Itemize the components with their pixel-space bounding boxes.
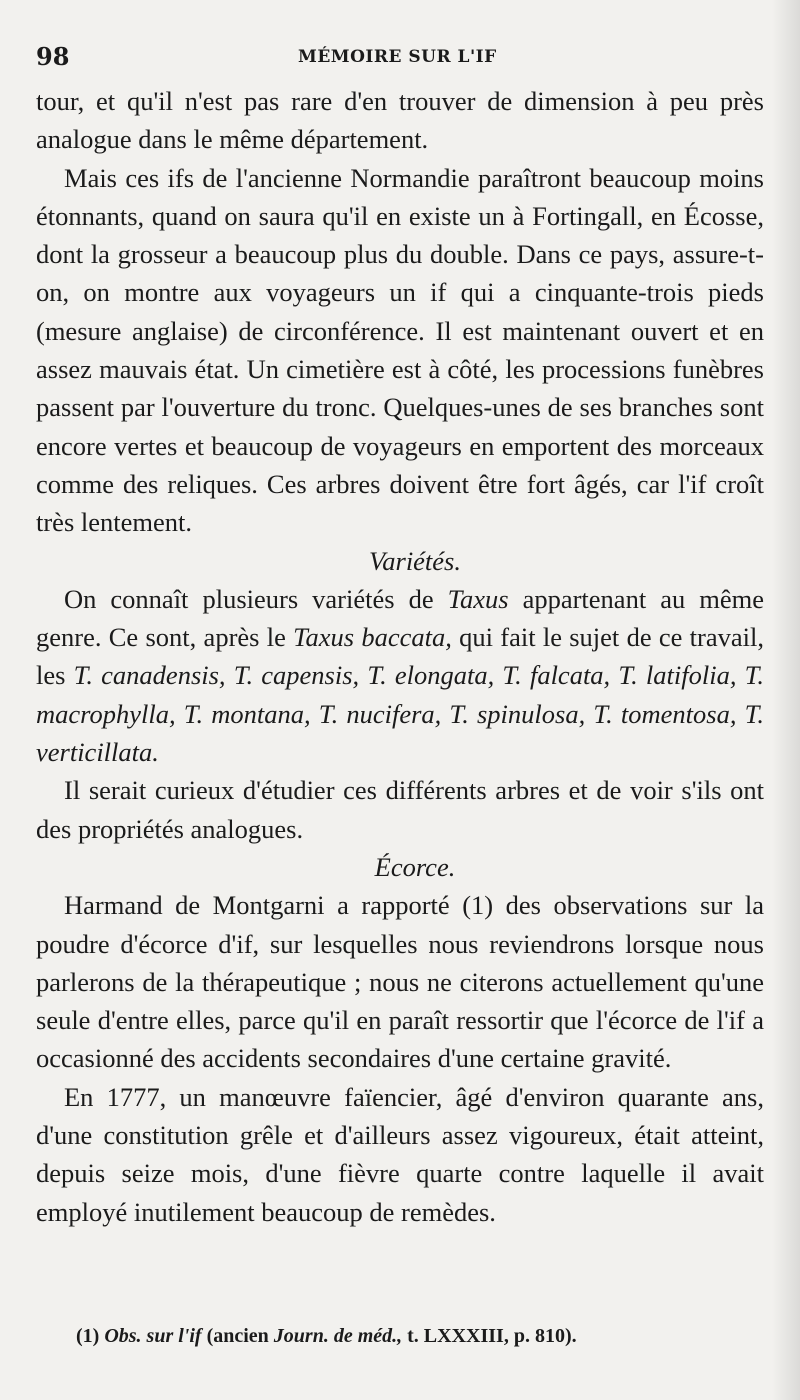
running-title: MÉMOIRE SUR L'IF [298,47,497,67]
page-header [36,38,760,78]
footnote-marker: (1) [76,1325,100,1347]
paragraph-etudier: Il serait curieux d'étudier ces différents arbres et de voir s'ils ont des propriétés analogues. [36,775,764,844]
footnote-title: Obs. sur l'if [104,1325,202,1347]
footnote [76,1322,766,1350]
paragraph-continuation: tour, et qu'il n'est pas rare d'en trouver de dimension à peu près analogue dans le même département. [36,86,764,155]
footnote-journal: Journ. de méd., [273,1325,403,1347]
footnote-text-2: t. LXXXIII, p. 810). [402,1325,577,1347]
paragraph-fortingall: Mais ces ifs de l'ancienne Normandie paraîtront beaucoup moins étonnants, quand on saura qu'il en existe un à Fortingall, en Écosse, dont la grosseur a beaucoup plus du double. Dans ce pays, assure-t-on, on montre aux voyageurs un if qui a cinquante-trois pieds (mesure anglaise) de circonférence. Il est maintenant ouvert et en assez mauvais état. Un cimetière est à côté, les processions funèbres passent par l'ouverture du tronc. Quelques-unes de ses branches sont encore vertes et beaucoup de voyageurs en emportent des morceaux comme des reliques. Ces arbres doivent être fort âgés, car l'if croît très lentement. [36,162,764,538]
paragraph-montgarni: Harmand de Montgarni a rapporté (1) des observations sur la poudre d'écorce d'if, sur lesquelles nous reviendrons lorsque nous parlerons de la thérapeutique ; nous ne citerons actuellement qu'une seule d'entre elles, parce qu'il en paraît ressortir que l'écorce de l'if a occasionné des accidents secondaires d'une certaine gravité. [36,890,764,1074]
varietes-text-1: On connaît plusieurs variétés de [64,583,448,614]
body-text [36,82,764,1231]
paragraph-1777: En 1777, un manœuvre faïencier, âgé d'environ quarante ans, d'une constitution grêle et d'ailleurs assez vigoureux, était atteint, depuis seize mois, d'une fièvre quarte contre laquelle il avait employé inutilement beaucoup de remèdes. [36,1081,764,1227]
section-heading-varietes: Variétés. [369,545,461,576]
page-number: 98 [36,42,70,71]
varietes-species-list: T. canadensis, T. capensis, T. elongata, T. falcata, T. latifolia, T. macrophylla, T. montana, T. nucifera, T. spinulosa, T. tomentosa, T. verticillata. [36,660,765,768]
section-heading-ecorce: Écorce. [374,851,456,882]
varietes-text-2: appartenant au même genre. Ce sont, après le [36,583,765,653]
varietes-taxus-baccata: Taxus baccata, [293,622,452,653]
footnote-text-1: (ancien [201,1325,274,1347]
varietes-genus: Taxus [447,583,509,614]
varietes-text-3: qui fait le sujet de ce travail, les [36,622,764,691]
paragraph-varietes [36,580,764,771]
